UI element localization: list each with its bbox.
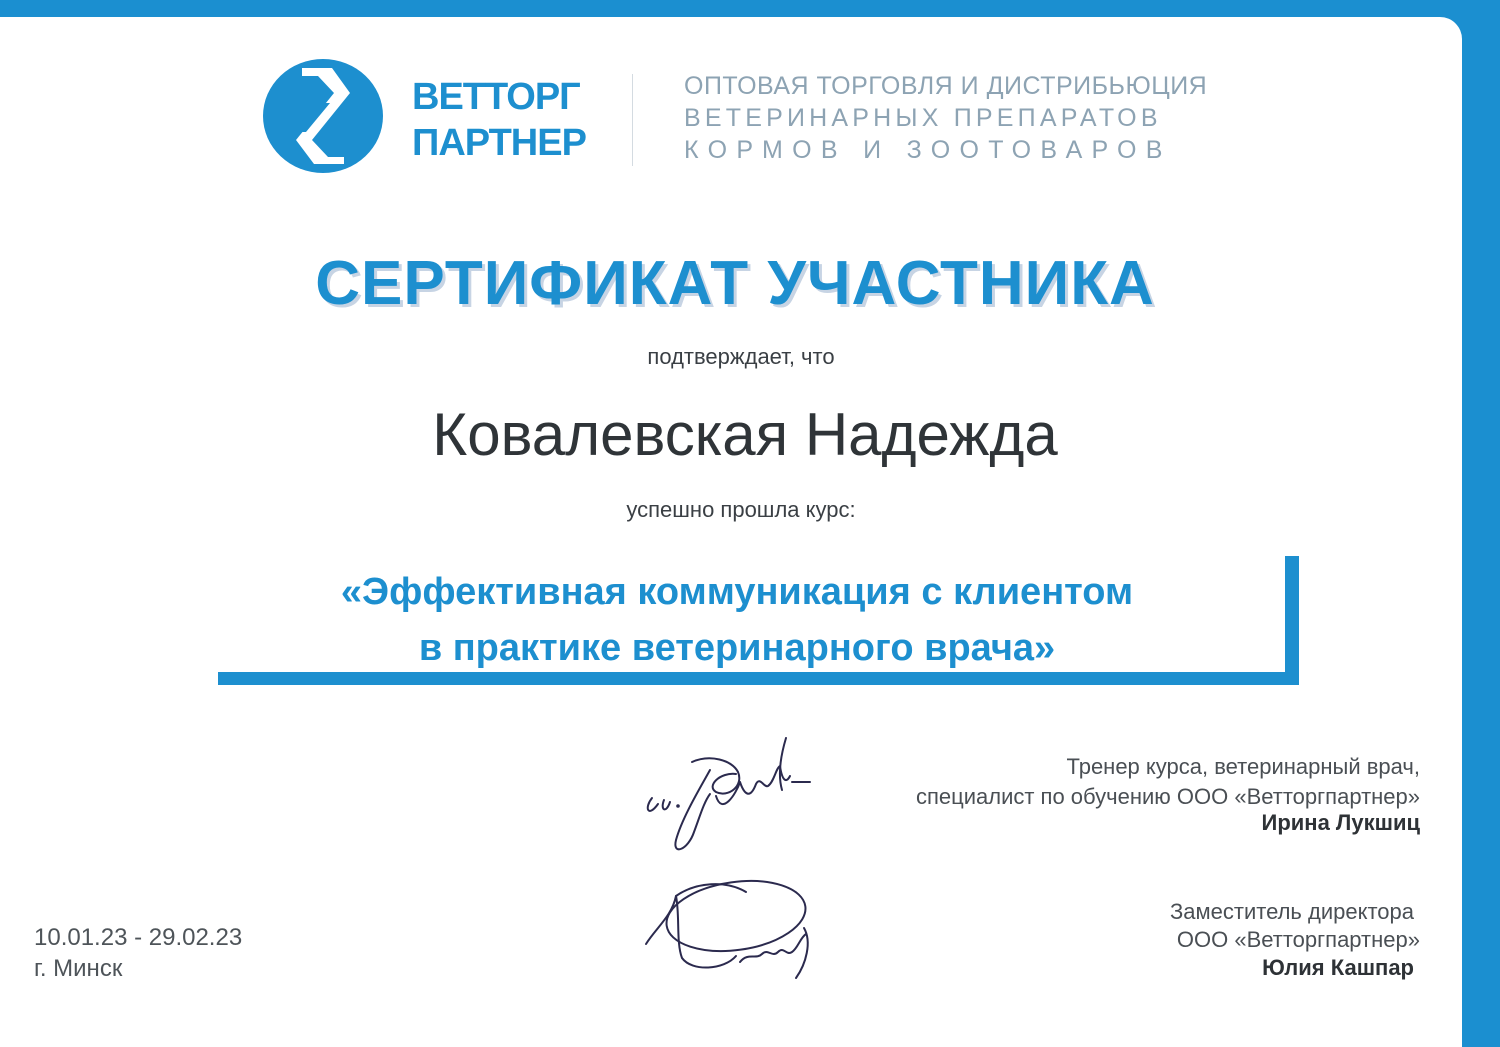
city: г. Минск <box>34 955 123 982</box>
trainer-signature-icon <box>640 728 830 863</box>
footer-company-info: ООО «Ветторгпартнер», УНП 193073621 <box>1196 1018 1424 1032</box>
director-signature-icon <box>636 872 826 987</box>
company-logo-icon <box>262 58 384 174</box>
brand-name <box>412 74 586 166</box>
header-divider <box>632 74 633 166</box>
passed-text: успешно прошла курс: <box>626 497 856 522</box>
tagline-line-2: ВЕТЕРИНАРНЫХ ПРЕПАРАТОВ <box>684 104 1162 132</box>
course-dates: 10.01.23 - 29.02.23 <box>34 924 243 951</box>
trainer-role-line-1: Тренер курса, ветеринарный врач, <box>1066 754 1420 779</box>
tagline-line-3: КОРМОВ И ЗООТОВАРОВ <box>684 136 1172 164</box>
course-line-2: в практике ветеринарного врача» <box>418 627 1056 669</box>
trainer-name: Ирина Лукшиц <box>1261 810 1420 835</box>
director-name: Юлия Кашпар <box>1262 955 1414 980</box>
course-line-1: «Эффективная коммуникация с клиентом <box>340 571 1134 613</box>
recipient-name: Ковалевская Надежда <box>432 401 1058 468</box>
confirms-text: подтверждает, что <box>647 344 835 369</box>
trainer-role-line-2: специалист по обучению ООО «Ветторгпартнер» <box>915 784 1420 809</box>
brand-line-2: ПАРТНЕР <box>412 122 586 164</box>
director-role-line-1: Заместитель директора <box>1170 899 1414 924</box>
course-frame-vertical <box>1285 556 1299 684</box>
tagline-line-1: ОПТОВАЯ ТОРГОВЛЯ И ДИСТРИБЬЮЦИЯ <box>684 72 1208 100</box>
certificate-title: СЕРТИФИКАТ УЧАСТНИКА <box>315 249 1155 318</box>
director-role-line-2: ООО «Ветторгпартнер» <box>1176 927 1420 952</box>
course-name <box>232 564 1242 676</box>
brand-line-1: ВЕТТОРГ <box>412 76 580 118</box>
